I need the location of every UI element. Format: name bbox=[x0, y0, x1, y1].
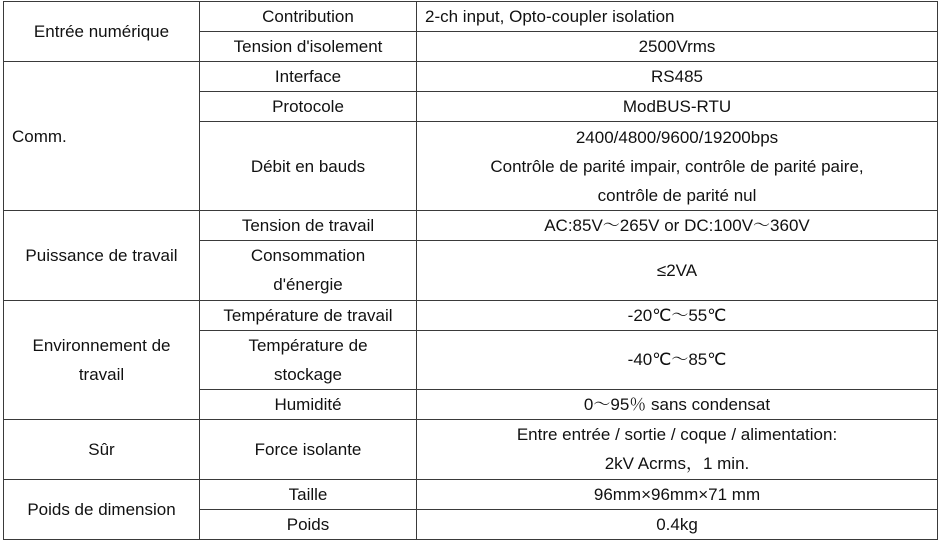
param-value: 2500Vrms bbox=[417, 32, 938, 62]
param-value: 96mm×96mm×71 mm bbox=[417, 479, 938, 509]
param-value: -40℃～85℃ bbox=[417, 330, 938, 389]
param-value bbox=[417, 122, 938, 211]
baud-line: contrôle de parité nul bbox=[597, 185, 757, 205]
param-value: 0～95％ sans condensat bbox=[417, 389, 938, 419]
param-value: AC:85V～265V or DC:100V～360V bbox=[417, 211, 938, 241]
param-value: -20℃～55℃ bbox=[417, 300, 938, 330]
param-value: ≤2VA bbox=[417, 241, 938, 300]
category-dimension: Poids de dimension bbox=[4, 479, 200, 539]
param-value: 2-ch input, Opto-coupler isolation bbox=[417, 2, 938, 32]
table-row bbox=[4, 62, 938, 92]
label-line: stockage bbox=[273, 364, 343, 384]
insulation-line: 2kV Acrms，1 min. bbox=[604, 454, 750, 474]
table-row bbox=[4, 300, 938, 330]
category-line: travail bbox=[78, 364, 125, 384]
param-label: Taille bbox=[200, 479, 417, 509]
param-label bbox=[200, 330, 417, 389]
insulation-line: Entre entrée / sortie / coque / alimentation: bbox=[516, 425, 838, 445]
table-row bbox=[4, 419, 938, 479]
param-label: Protocole bbox=[200, 92, 417, 122]
category-digital-input: Entrée numérique bbox=[4, 2, 200, 62]
label-line: d'énergie bbox=[273, 275, 343, 295]
table-row bbox=[4, 479, 938, 509]
category-line: Environnement de bbox=[32, 335, 171, 355]
param-value bbox=[417, 419, 938, 479]
param-label: Tension d'isolement bbox=[200, 32, 417, 62]
table-row bbox=[4, 211, 938, 241]
label-line: Température de bbox=[248, 335, 368, 355]
param-label: Humidité bbox=[200, 389, 417, 419]
spec-table bbox=[3, 1, 938, 540]
param-value: ModBUS-RTU bbox=[417, 92, 938, 122]
param-label: Température de travail bbox=[200, 300, 417, 330]
param-label bbox=[200, 241, 417, 300]
category-environment bbox=[4, 300, 200, 419]
param-value: RS485 bbox=[417, 62, 938, 92]
param-label: Interface bbox=[200, 62, 417, 92]
category-comm: Comm. bbox=[4, 62, 200, 211]
param-label: Débit en bauds bbox=[200, 122, 417, 211]
table-row bbox=[4, 2, 938, 32]
baud-line: Contrôle de parité impair, contrôle de parité paire, bbox=[490, 156, 864, 176]
category-safety: Sûr bbox=[4, 419, 200, 479]
param-label: Tension de travail bbox=[200, 211, 417, 241]
param-value: 0.4kg bbox=[417, 509, 938, 539]
param-label: Contribution bbox=[200, 2, 417, 32]
category-power: Puissance de travail bbox=[4, 211, 200, 300]
param-label: Poids bbox=[200, 509, 417, 539]
label-line: Consommation bbox=[250, 246, 366, 266]
param-label: Force isolante bbox=[200, 419, 417, 479]
baud-line: 2400/4800/9600/19200bps bbox=[575, 127, 779, 147]
